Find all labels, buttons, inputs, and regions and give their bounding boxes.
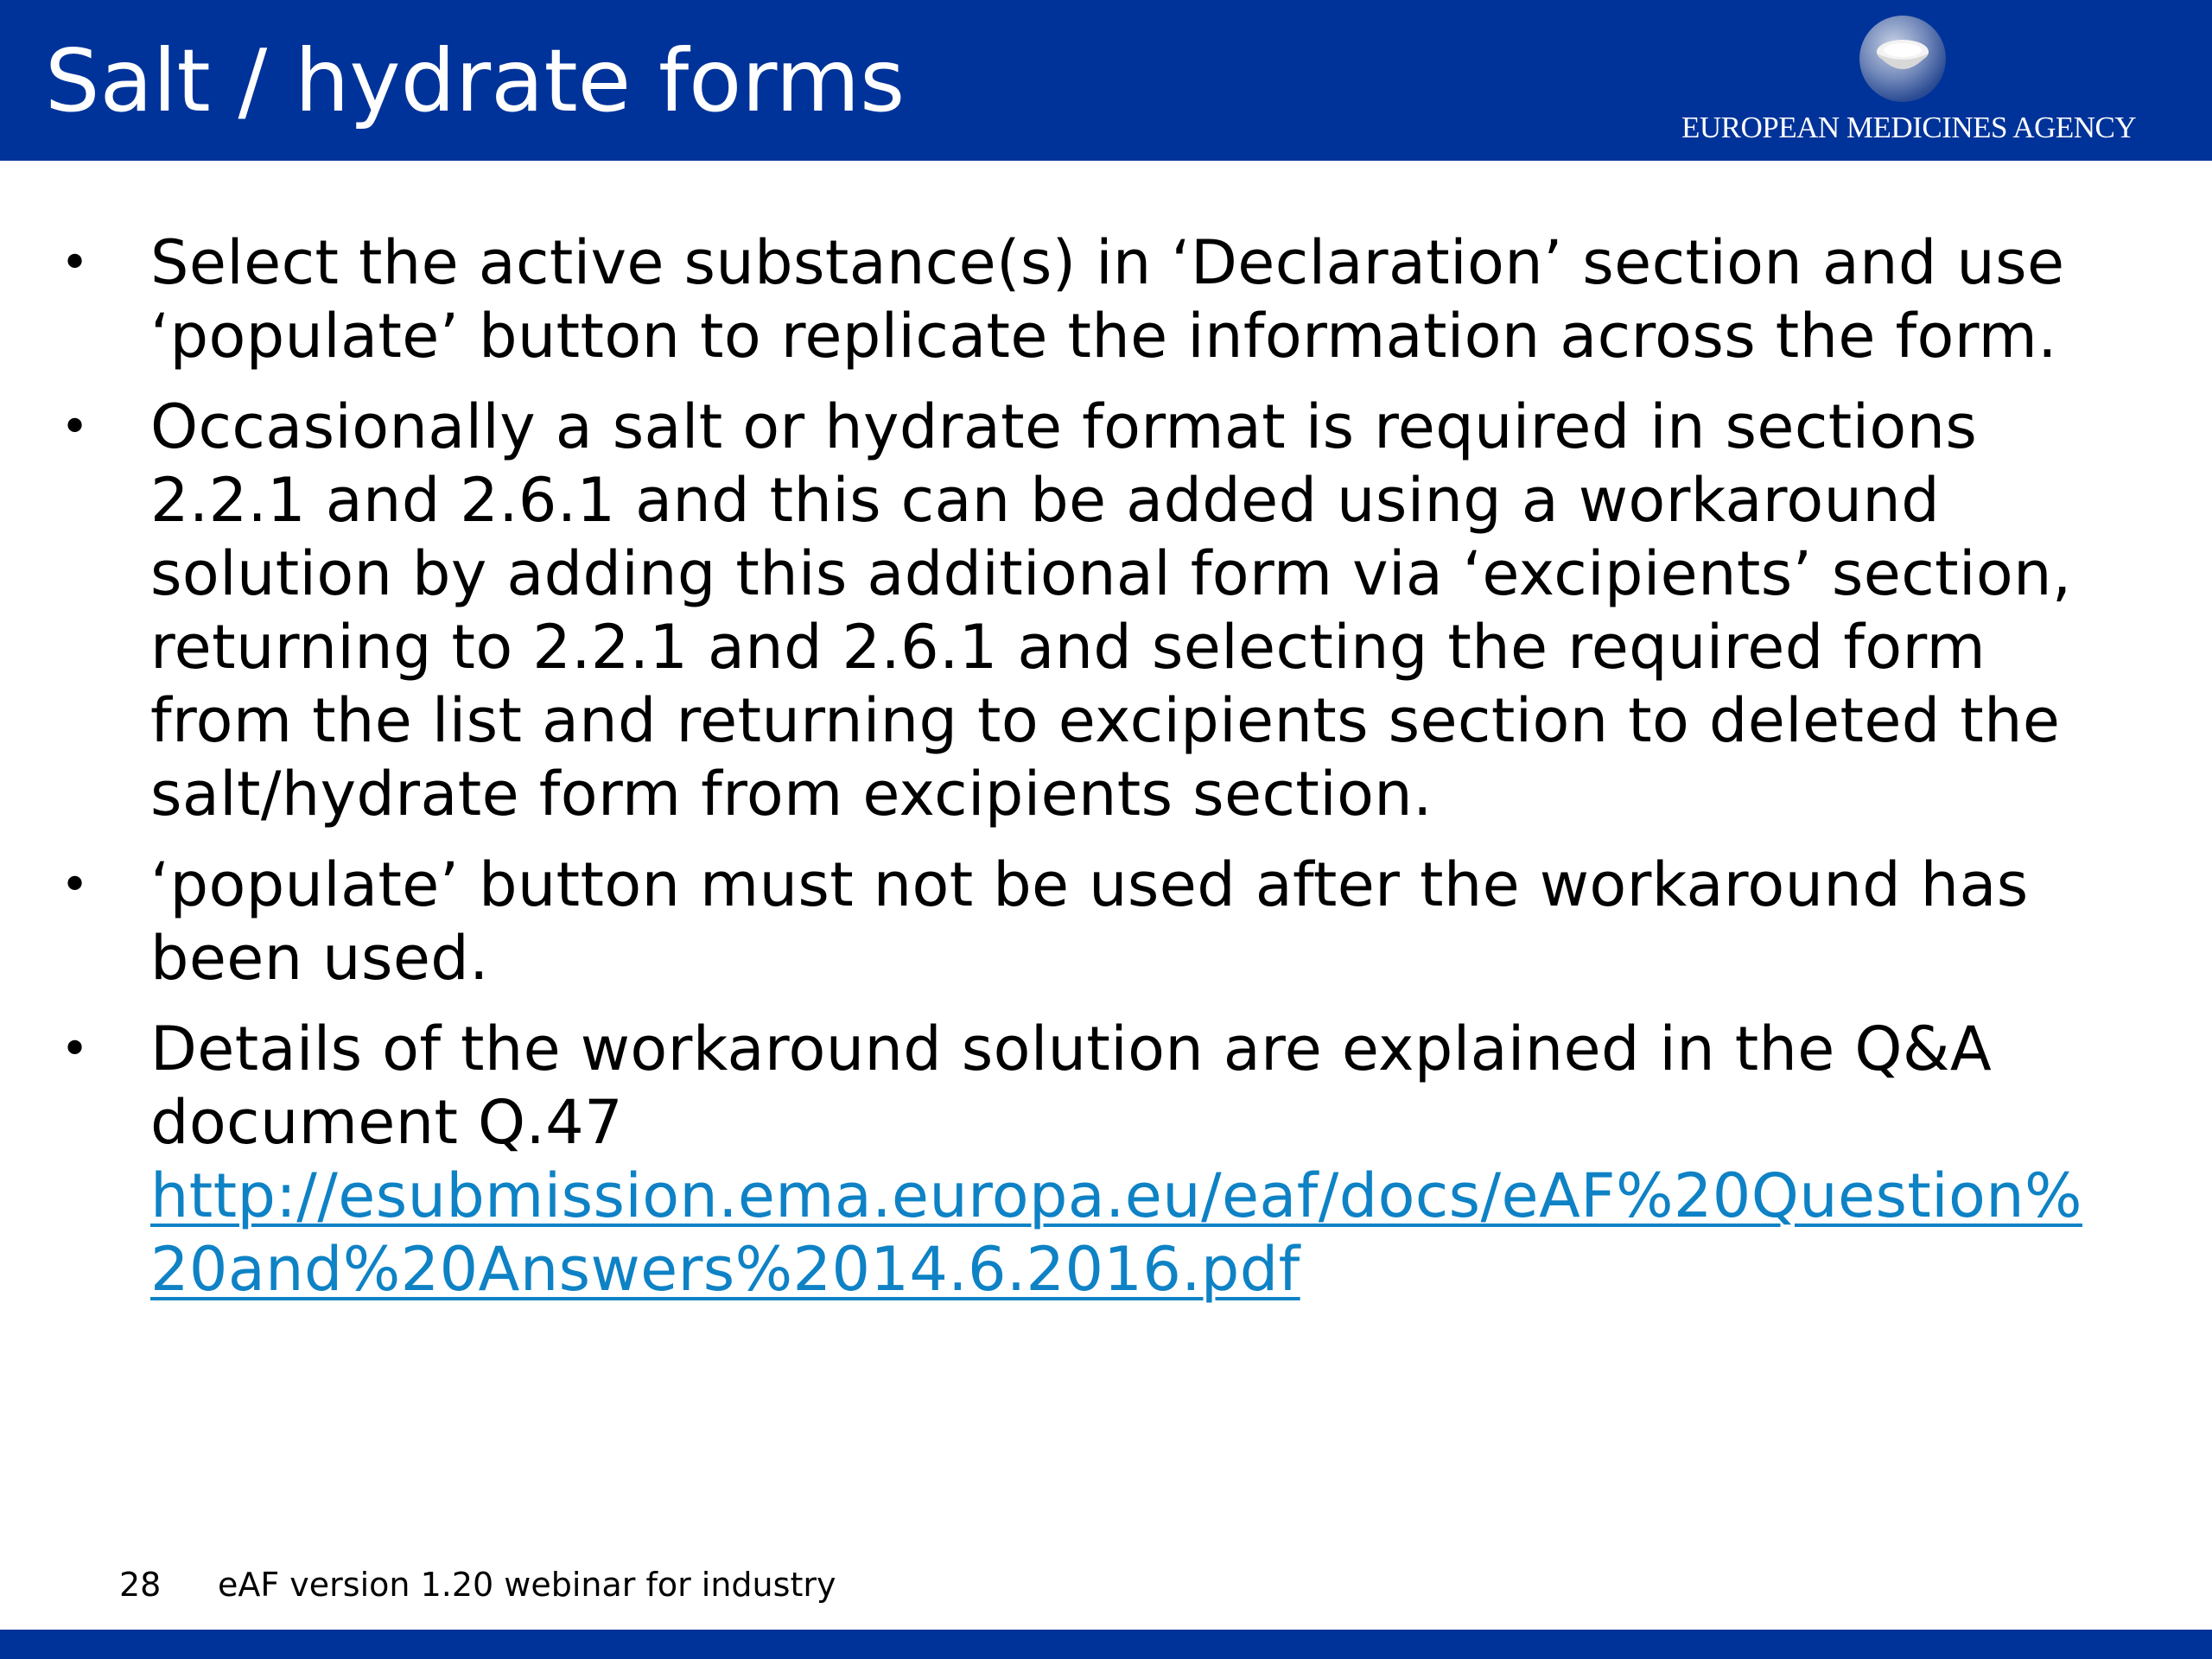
bullet-text: Select the active substance(s) in ‘Declaration’ section and use ‘populate’ button to replicate the information across the form. (150, 227, 2065, 372)
ema-logo-text: EUROPEAN MEDICINES AGENCY (1681, 111, 2137, 144)
bullet-icon: • (60, 399, 90, 455)
bullet-text: Occasionally a salt or hydrate format is required in sections 2.2.1 and 2.6.1 and this can be added using a workaround solution by adding this additional form via ‘excipients’ section, returning to 2.2.1 and 2.6.1 and selecting the required form from the list and returning to excipients section to deleted the salt/hydrate form from excipients section. (150, 391, 2072, 830)
footer-bar (0, 1630, 2212, 1659)
ema-emblem-icon (1858, 14, 1948, 104)
bullet-list (60, 226, 2082, 1324)
qa-document-link[interactable]: http://esubmission.ema.europa.eu/eaf/docs/eAF%20Question%20and%20Answers%2014.6.2016.pdf (150, 1160, 2082, 1305)
bullet-item (60, 226, 2082, 373)
header-bar (0, 0, 2212, 161)
bullet-text: ‘populate’ button must not be used after the workaround has been used. (150, 849, 2029, 994)
bullet-icon: • (60, 1021, 90, 1077)
bullet-item (60, 1013, 2082, 1306)
bullet-item (60, 391, 2082, 831)
bullet-icon: • (60, 857, 90, 913)
footer-text: eAF version 1.20 webinar for industry (218, 1566, 836, 1604)
slide-title: Salt / hydrate forms (45, 30, 906, 131)
page-number: 28 (119, 1566, 162, 1604)
bullet-icon: • (60, 235, 90, 291)
bullet-text: Details of the workaround solution are explained in the Q&A document Q.47 (150, 1014, 1993, 1158)
bullet-item (60, 849, 2082, 995)
